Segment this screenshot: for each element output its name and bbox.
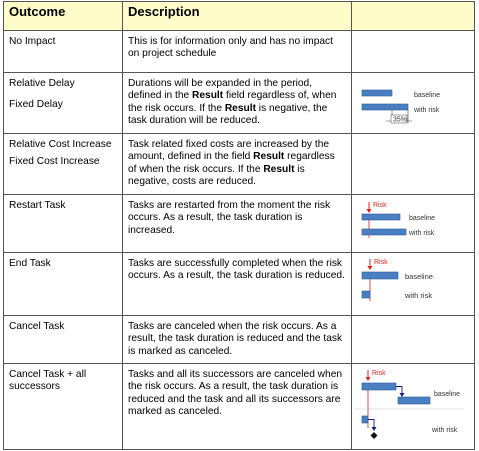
outcome-cell <box>4 195 123 253</box>
baseline-label: baseline <box>409 215 436 222</box>
outcome-label: No Impact <box>9 36 56 47</box>
outcome-label: Fixed Cost Increase <box>9 156 100 168</box>
delay-percent-label: 35% <box>393 116 408 124</box>
table-row <box>4 316 475 364</box>
restart-diagram <box>352 195 464 251</box>
description-cell: Tasks are canceled when the risk occurs. As a result, the task duration is reduced and the task is marked as canceled. <box>123 316 352 364</box>
risk-label: Risk <box>372 370 386 377</box>
outcome-label: End Task <box>9 258 51 269</box>
outcome-cell <box>4 31 123 73</box>
description-cell: Tasks and all its successors are canceled when the risk occurs. As a result, the task duration is reduced and the task and all its successors are marked as canceled. <box>123 364 352 450</box>
header-outcome: Outcome <box>4 2 123 31</box>
table-row <box>4 195 475 253</box>
with-risk-label: with risk <box>409 230 435 237</box>
header-description: Description <box>123 2 352 31</box>
outcome-label: Fixed Delay <box>9 99 63 111</box>
risk-label: Risk <box>373 202 387 209</box>
successor-bar <box>398 397 430 404</box>
table-row <box>4 73 475 134</box>
outcome-cell <box>4 73 123 134</box>
outcome-label: Cancel Task <box>9 321 65 332</box>
outcome-label: Cancel Task + all successors <box>9 369 87 393</box>
outcome-label: Restart Task <box>9 200 66 211</box>
with-risk-label: with risk <box>414 107 440 114</box>
outcome-label: Relative Cost Increase <box>9 139 112 150</box>
with-risk-bar <box>362 229 406 235</box>
risk-label: Risk <box>374 259 388 266</box>
outcome-cell <box>4 364 123 450</box>
with-risk-bar <box>362 416 368 423</box>
with-risk-bar <box>362 104 408 110</box>
baseline-bar <box>362 272 398 279</box>
outcome-cell <box>4 134 123 195</box>
canceled-milestone <box>371 432 378 439</box>
header-diagram <box>352 2 475 31</box>
diagram-cell <box>352 364 475 450</box>
cancel-successors-diagram <box>352 364 464 448</box>
table-row <box>4 253 475 316</box>
description-cell: Tasks are successfully completed when the risk occurs. As a result, the task duration is reduced. <box>123 253 352 316</box>
description-cell: Tasks are restarted from the moment the risk occurs. As a result, the task duration is increased. <box>123 195 352 253</box>
table-row <box>4 364 475 450</box>
baseline-bar <box>362 214 400 220</box>
diagram-cell <box>352 316 475 364</box>
table-row <box>4 31 475 73</box>
header-row <box>4 2 475 31</box>
risk-outcome-table <box>3 1 475 450</box>
diagram-cell <box>352 31 475 73</box>
with-risk-label: with risk <box>432 427 458 434</box>
baseline-label: baseline <box>434 391 461 398</box>
outcome-label: Relative Delay <box>9 78 75 89</box>
description-cell: Task related fixed costs are increased by the amount, defined in the field Result regardless of when the risk occurs. If the Result is negative, costs are reduced. <box>123 134 352 195</box>
outcome-cell <box>4 253 123 316</box>
baseline-label: baseline <box>414 92 441 99</box>
diagram-cell <box>352 253 475 316</box>
baseline-label: baseline <box>405 272 433 281</box>
delay-diagram <box>352 73 464 133</box>
diagram-cell <box>352 195 475 253</box>
baseline-bar <box>362 383 396 390</box>
diagram-cell <box>352 73 475 134</box>
outcome-cell <box>4 316 123 364</box>
end-task-diagram <box>352 253 464 315</box>
diagram-cell <box>352 134 475 195</box>
description-cell: Durations will be expanded in the period, defined in the Result field regardless of, when the risk occurs. If the Result is negative, the task duration will be reduced. <box>123 73 352 134</box>
table-row <box>4 134 475 195</box>
description-cell: This is for information only and has no impact on project schedule <box>123 31 352 73</box>
baseline-bar <box>362 90 392 96</box>
with-risk-label: with risk <box>405 291 433 300</box>
with-risk-bar <box>362 291 370 298</box>
